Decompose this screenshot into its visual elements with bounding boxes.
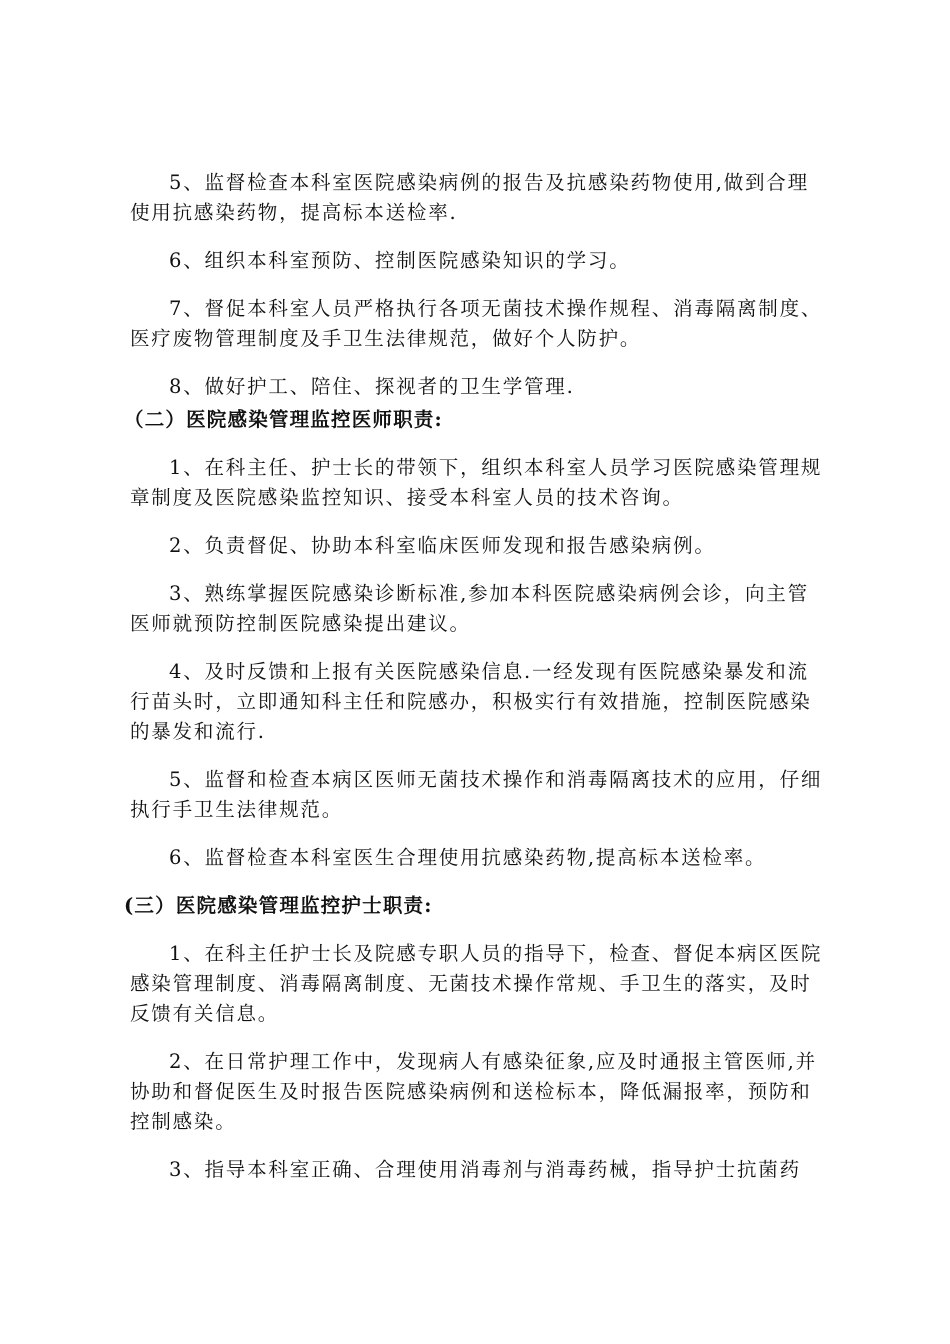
paragraph-top-8: 8、做好护工、陪住、探视者的卫生学管理. — [169, 375, 575, 398]
paragraph-doctor-6: 6、监督检查本科室医生合理使用抗感染药物,提高标本送检率。 — [169, 846, 767, 869]
paragraph-top-5: 5、监督检查本科室医院感染病例的报告及抗感染药物使用,做到合理使用抗感染药物，提高标本送检率. — [130, 171, 809, 224]
paragraph-top-6: 6、组织本科室预防、控制医院感染知识的学习。 — [169, 249, 631, 272]
paragraph-doctor-4: 4、及时反馈和上报有关医院感染信息.一经发现有医院感染暴发和流行苗头时，立即通知科主任和院感办，积极实行有效措施，控制医院感染的暴发和流行. — [130, 660, 812, 743]
heading-nurse-duties: (三）医院感染管理监控护士职责: — [124, 894, 433, 917]
paragraph-nurse-3: 3、指导本科室正确、合理使用消毒剂与消毒药械，指导护士抗菌药 — [169, 1158, 801, 1181]
paragraph-doctor-3: 3、熟练掌握医院感染诊断标准,参加本科医院感染病例会诊，向主管医师就预防控制医院感染提出建议。 — [130, 582, 809, 635]
paragraph-top-7: 7、督促本科室人员严格执行各项无菌技术操作规程、消毒隔离制度、医疗废物管理制度及手卫生法律规范，做好个人防护。 — [130, 297, 823, 350]
heading-doctor-duties: （二）医院感染管理监控医师职责: — [124, 408, 443, 431]
paragraph-doctor-1: 1、在科主任、护士长的带领下，组织本科室人员学习医院感染管理规章制度及医院感染监控知识、接受本科室人员的技术咨询。 — [130, 456, 823, 509]
paragraph-nurse-2: 2、在日常护理工作中，发现病人有感染征象,应及时通报主管医师,并协助和督促医生及时报告医院感染病例和送检标本，降低漏报率，预防和控制感染。 — [130, 1050, 817, 1133]
paragraph-doctor-2: 2、负责督促、协助本科室临床医师发现和报告感染病例。 — [169, 534, 716, 557]
paragraph-nurse-1: 1、在科主任护士长及院感专职人员的指导下，检查、督促本病区医院感染管理制度、消毒隔离制度、无菌技术操作常规、手卫生的落实，及时反馈有关信息。 — [130, 942, 823, 1025]
paragraph-doctor-5: 5、监督和检查本病区医师无菌技术操作和消毒隔离技术的应用，仔细执行手卫生法律规范。 — [130, 768, 823, 821]
document-body — [124, 168, 830, 1203]
